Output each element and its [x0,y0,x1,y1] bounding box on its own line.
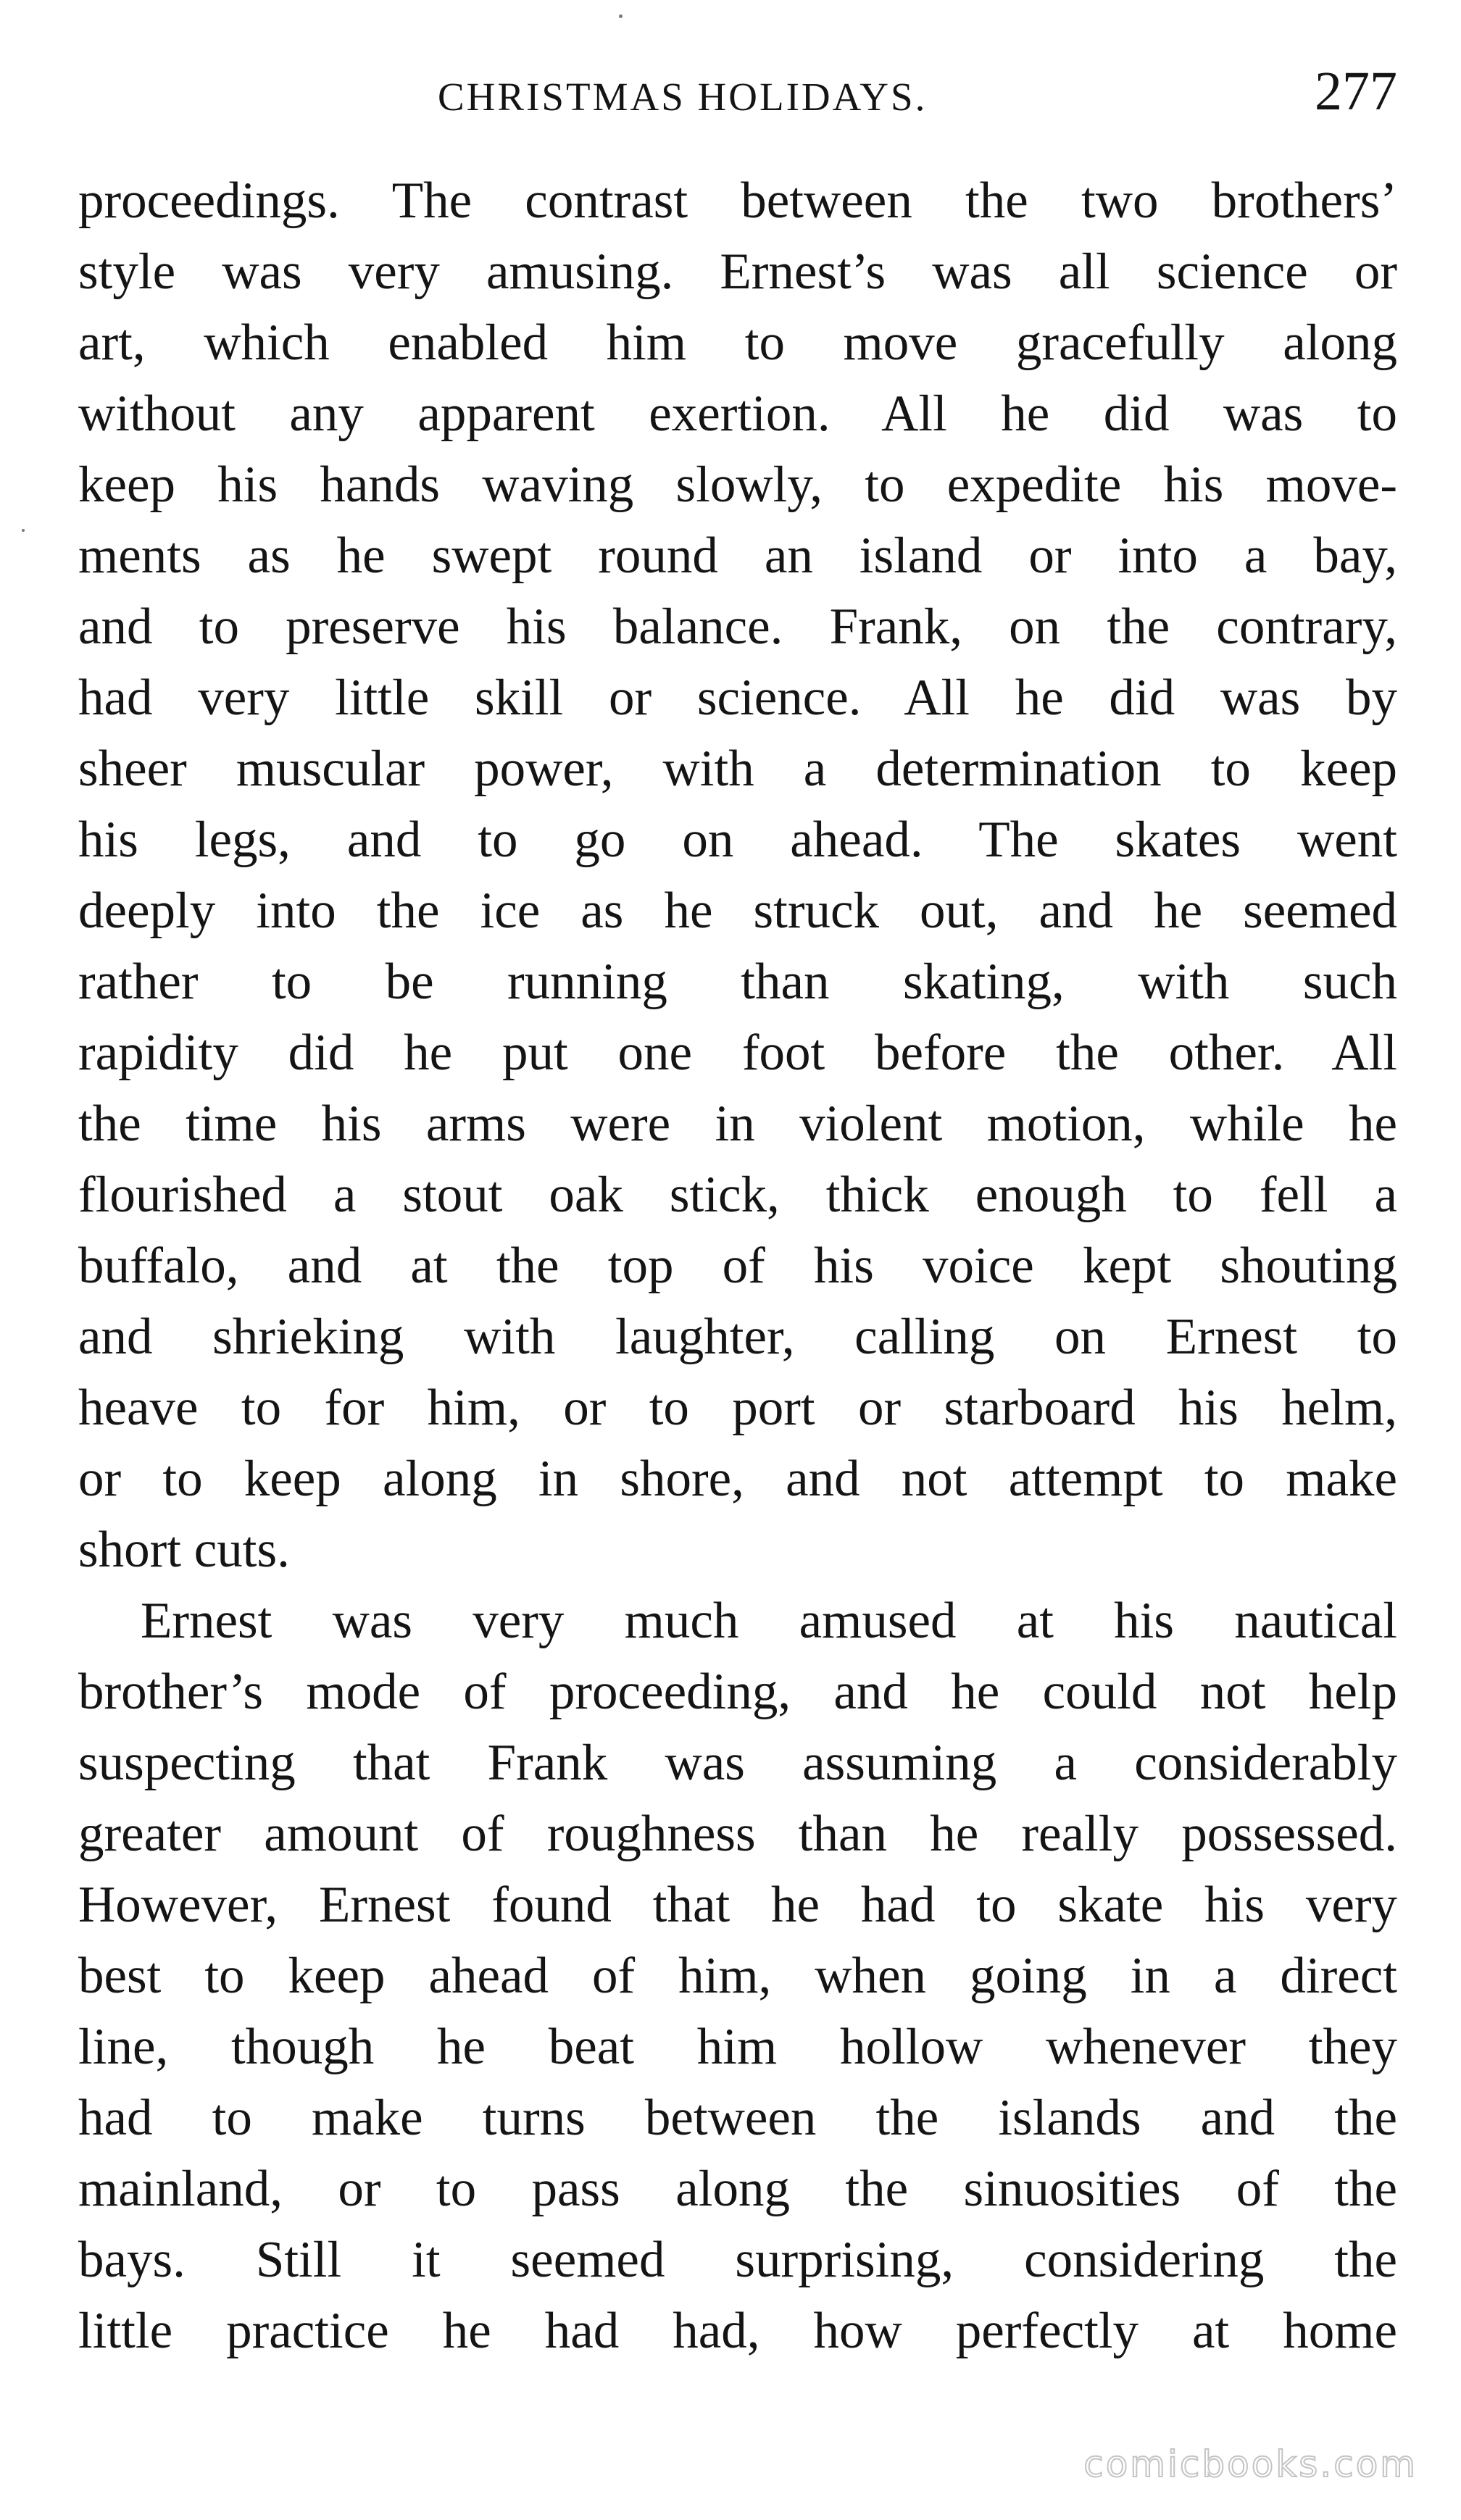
page-header [78,62,1397,142]
text-line: or to keep along in shore, and not attempt to make [78,1451,1397,1507]
text-line: However, Ernest found that he had to skate his very [78,1877,1397,1933]
watermark: comicbooks.com [1083,2443,1418,2485]
text-line: without any apparent exertion. All he did was to [78,385,1397,442]
text-line: had very little skill or science. All he did was by [78,669,1397,726]
ink-speck [619,14,623,18]
text-line: had to make turns between the islands and the [78,2090,1397,2146]
text-line: deeply into the ice as he struck out, and he seemed [78,883,1397,939]
paragraph-1 [78,165,1397,1585]
text-line: and shrieking with laughter, calling on Ernest to [78,1309,1397,1365]
text-line: proceedings. The contrast between the two brothers’ [78,172,1397,229]
page-number: 277 [1315,61,1397,122]
text-line: greater amount of roughness than he really possessed. [78,1806,1397,1862]
ink-speck [22,529,25,532]
running-head: CHRISTMAS HOLIDAYS. [438,75,928,119]
text-line: heave to for him, or to port or starboard his helm, [78,1380,1397,1436]
text-line: short cuts. [78,1522,290,1578]
text-line: ments as he swept round an island or into a bay, [78,527,1397,584]
text-line: flourished a stout oak stick, thick enough to fell a [78,1167,1397,1223]
text-line: the time his arms were in violent motion, while he [78,1096,1397,1152]
paragraph-2 [78,1585,1397,2366]
text-line: his legs, and to go on ahead. The skates went [78,812,1397,868]
text-line: mainland, or to pass along the sinuosities of the [78,2161,1397,2217]
text-line: sheer muscular power, with a determination to keep [78,740,1397,797]
text-line: rather to be running than skating, with such [78,954,1397,1010]
text-line: rapidity did he put one foot before the other. All [78,1025,1397,1081]
text-line: suspecting that Frank was assuming a considerably [78,1735,1397,1791]
text-line: art, which enabled him to move gracefully along [78,314,1397,371]
text-line: keep his hands waving slowly, to expedite his move- [78,456,1397,513]
text-line: buffalo, and at the top of his voice kept shouting [78,1238,1397,1294]
text-line: brother’s mode of proceeding, and he could not help [78,1664,1397,1720]
text-line: little practice he had had, how perfectly at home [78,2303,1397,2359]
text-line: Ernest was very much amused at his nautical [141,1593,1397,1649]
text-line: and to preserve his balance. Frank, on the contrary, [78,598,1397,655]
body-text [78,165,1397,2366]
text-line: best to keep ahead of him, when going in a direct [78,1948,1397,2004]
text-line: style was very amusing. Ernest’s was all science or [78,243,1397,300]
text-line: bays. Still it seemed surprising, considering the [78,2232,1397,2288]
text-line: line, though he beat him hollow whenever they [78,2019,1397,2075]
